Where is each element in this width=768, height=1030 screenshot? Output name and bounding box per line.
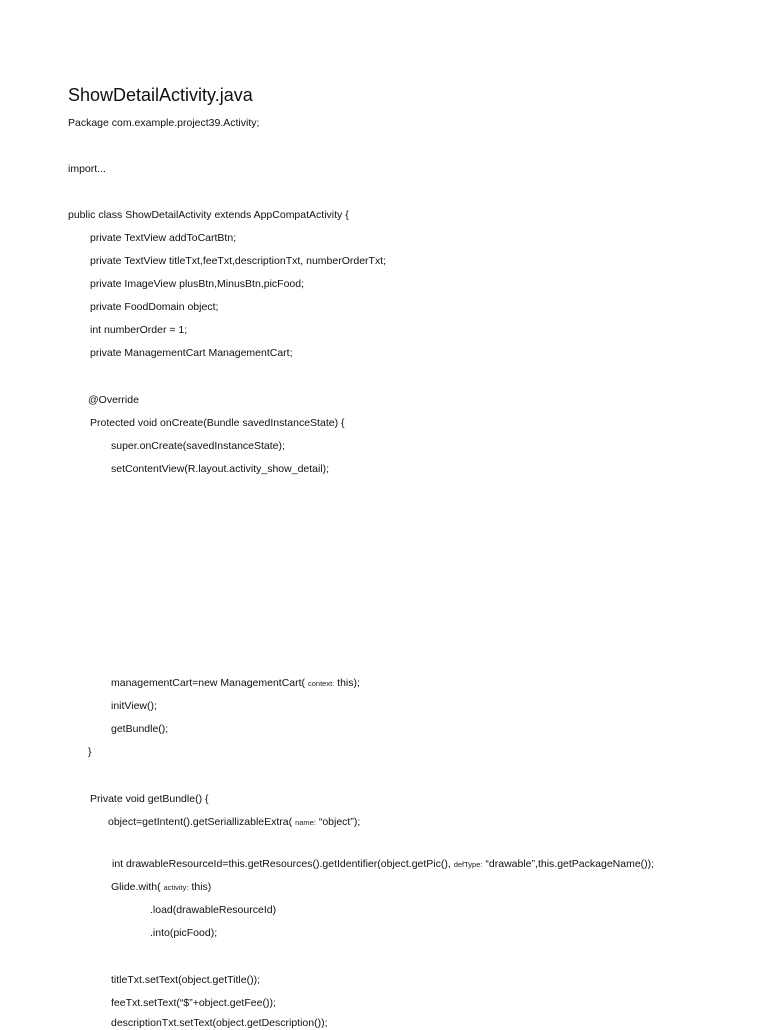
code-line-get-bundle-call: getBundle(); xyxy=(111,723,169,735)
code-text: this) xyxy=(188,881,212,893)
code-line-field-imageviews: private ImageView plusBtn,MinusBtn,picFood; xyxy=(90,278,304,290)
code-line-glide-load: .load(drawableResourceId) xyxy=(150,904,277,916)
code-line-glide-into: .into(picFood); xyxy=(150,927,218,939)
code-text: “object”); xyxy=(315,816,361,828)
code-text: int drawableResourceId=this.getResources().getIdentifier(object.getPic(), xyxy=(112,858,454,870)
document-title: ShowDetailActivity.java xyxy=(68,85,253,105)
code-text: Glide.with( xyxy=(111,881,164,893)
code-line-set-content-view: setContentView(R.layout.activity_show_detail); xyxy=(111,463,330,475)
code-line-field-number-order: int numberOrder = 1; xyxy=(90,324,188,336)
code-line-import: import... xyxy=(68,163,106,175)
code-line-field-management-cart: private ManagementCart ManagementCart; xyxy=(90,347,293,359)
code-line-super-oncreate: super.onCreate(savedInstanceState); xyxy=(111,440,285,452)
code-line-class-declaration: public class ShowDetailActivity extends AppCompatActivity { xyxy=(68,209,349,221)
code-line-package: Package com.example.project39.Activity; xyxy=(68,117,260,129)
code-text: managementCart=new ManagementCart( xyxy=(111,677,308,689)
code-line-field-object: private FoodDomain object; xyxy=(90,301,219,313)
parameter-hint: context: xyxy=(307,679,335,688)
parameter-hint: activity: xyxy=(163,883,189,892)
code-line-get-serializable-extra xyxy=(108,815,360,830)
code-text: object=getIntent().getSeriallizableExtra( xyxy=(108,816,296,828)
code-line-management-cart-init xyxy=(111,676,360,691)
code-text: “drawable”,this.getPackageName()); xyxy=(482,858,655,870)
code-line-set-description: descriptionTxt.setText(object.getDescription()); xyxy=(111,1017,328,1029)
code-line-set-fee: feeTxt.setText(“$”+object.getFee()); xyxy=(111,997,276,1009)
code-line-drawable-resource-id xyxy=(112,857,654,872)
parameter-hint: name: xyxy=(295,818,316,827)
code-line-field-add-to-cart: private TextView addToCartBtn; xyxy=(90,232,237,244)
code-line-closing-brace: } xyxy=(88,746,92,758)
code-line-override-annotation: @Override xyxy=(88,394,139,406)
code-line-set-title: titleTxt.setText(object.getTitle()); xyxy=(111,974,260,986)
code-line-get-bundle-signature: Private void getBundle() { xyxy=(90,793,209,805)
code-line-oncreate-signature: Protected void onCreate(Bundle savedInstanceState) { xyxy=(90,417,345,429)
code-line-field-textviews: private TextView titleTxt,feeTxt,descriptionTxt, numberOrderTxt; xyxy=(90,255,387,267)
code-line-init-view: initView(); xyxy=(111,700,157,712)
code-text: this); xyxy=(334,677,360,689)
parameter-hint: defType: xyxy=(453,860,483,869)
code-line-glide-with xyxy=(111,880,211,895)
